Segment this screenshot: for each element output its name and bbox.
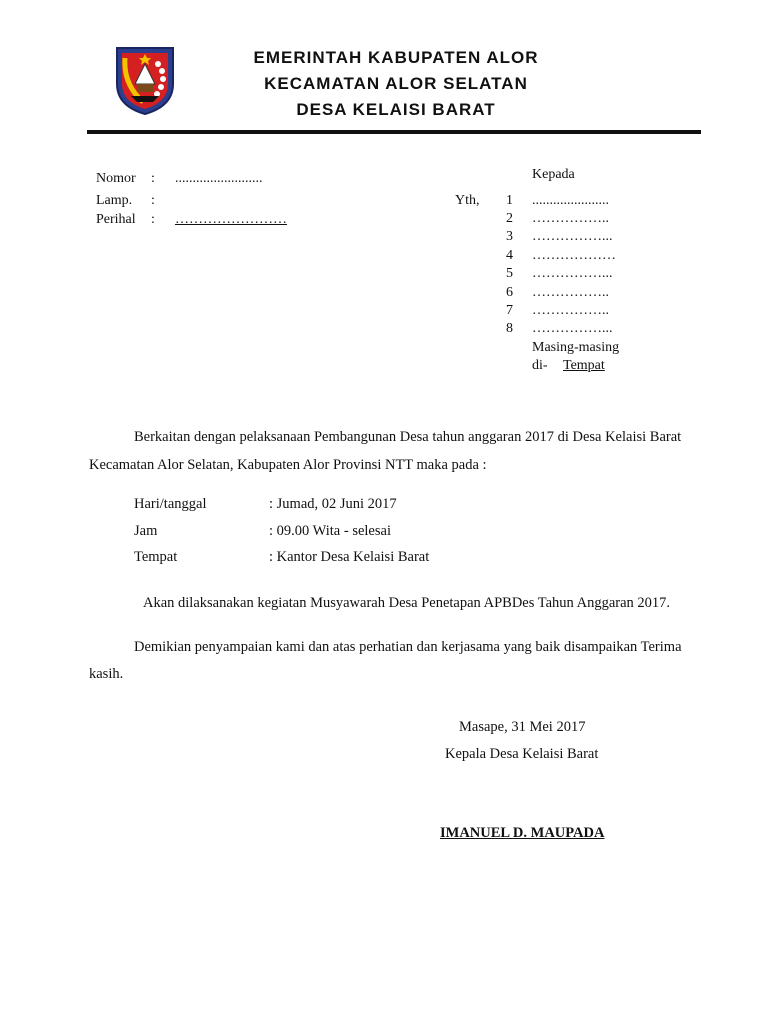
- signature-name: IMANUEL D. MAUPADA: [440, 825, 605, 841]
- perihal-label: Perihal: [96, 212, 136, 227]
- paragraph-3-line-1: Demikian penyampaian kami dan atas perhatian dan kerjasama yang baik disampaikan Terima: [134, 639, 682, 655]
- recipient-number: 1: [506, 193, 513, 208]
- detail-label: Tempat: [134, 549, 178, 565]
- yth-label: Yth,: [455, 193, 480, 208]
- nomor-label: Nomor: [96, 171, 136, 186]
- recipient-number: 4: [506, 248, 513, 263]
- recipient-dots: ………………: [532, 248, 616, 263]
- detail-label: Hari/tanggal: [134, 496, 207, 512]
- paragraph-1-line-2: Kecamatan Alor Selatan, Kabupaten Alor Provinsi NTT maka pada :: [89, 457, 487, 473]
- recipient-number: 5: [506, 266, 513, 281]
- paragraph-3-line-2: kasih.: [89, 666, 124, 682]
- detail-label: Jam: [134, 523, 158, 539]
- di-label: di-: [532, 358, 548, 373]
- detail-value: : Jumad, 02 Juni 2017: [269, 496, 397, 512]
- lamp-label: Lamp.: [96, 193, 133, 208]
- paragraph-1-line-1: Berkaitan dengan pelaksanaan Pembangunan Desa tahun anggaran 2017 di Desa Kelaisi Barat: [134, 429, 682, 445]
- header-government-line: EMERINTAH KABUPATEN ALOR: [253, 48, 539, 67]
- recipient-dots: ……………..: [532, 303, 609, 318]
- paragraph-2: Akan dilaksanakan kegiatan Musyawarah Desa Penetapan APBDes Tahun Anggaran 2017.: [143, 595, 671, 611]
- header-district-line: KECAMATAN ALOR SELATAN: [264, 74, 528, 93]
- recipient-number: 8: [506, 321, 513, 336]
- tempat-label: Tempat: [563, 358, 605, 373]
- signature-place-date: Masape, 31 Mei 2017: [459, 719, 586, 735]
- recipient-dots: ……………..: [532, 285, 609, 300]
- detail-value: : 09.00 Wita - selesai: [269, 523, 391, 539]
- lamp-colon: :: [151, 193, 155, 208]
- header-village-line: DESA KELAISI BARAT: [296, 100, 496, 119]
- recipient-dots: ……………..: [532, 211, 609, 226]
- perihal-colon: :: [151, 212, 155, 227]
- nomor-colon: :: [151, 171, 155, 186]
- recipient-number: 3: [506, 229, 513, 244]
- recipient-dots: ……………...: [532, 321, 613, 336]
- recipient-number: 2: [506, 211, 513, 226]
- nomor-value: .........................: [175, 171, 263, 186]
- kepada-label: Kepada: [532, 167, 575, 182]
- recipient-number: 7: [506, 303, 513, 318]
- perihal-value: ……………………: [175, 212, 287, 227]
- recipient-dots: ……………...: [532, 229, 613, 244]
- recipient-number: 6: [506, 285, 513, 300]
- detail-value: : Kantor Desa Kelaisi Barat: [269, 549, 430, 565]
- header-divider: [87, 130, 701, 134]
- masing-masing-label: Masing-masing: [532, 340, 620, 355]
- signature-title: Kepala Desa Kelaisi Barat: [445, 746, 599, 762]
- recipient-dots: ......................: [532, 193, 609, 208]
- recipient-dots: ……………...: [532, 266, 613, 281]
